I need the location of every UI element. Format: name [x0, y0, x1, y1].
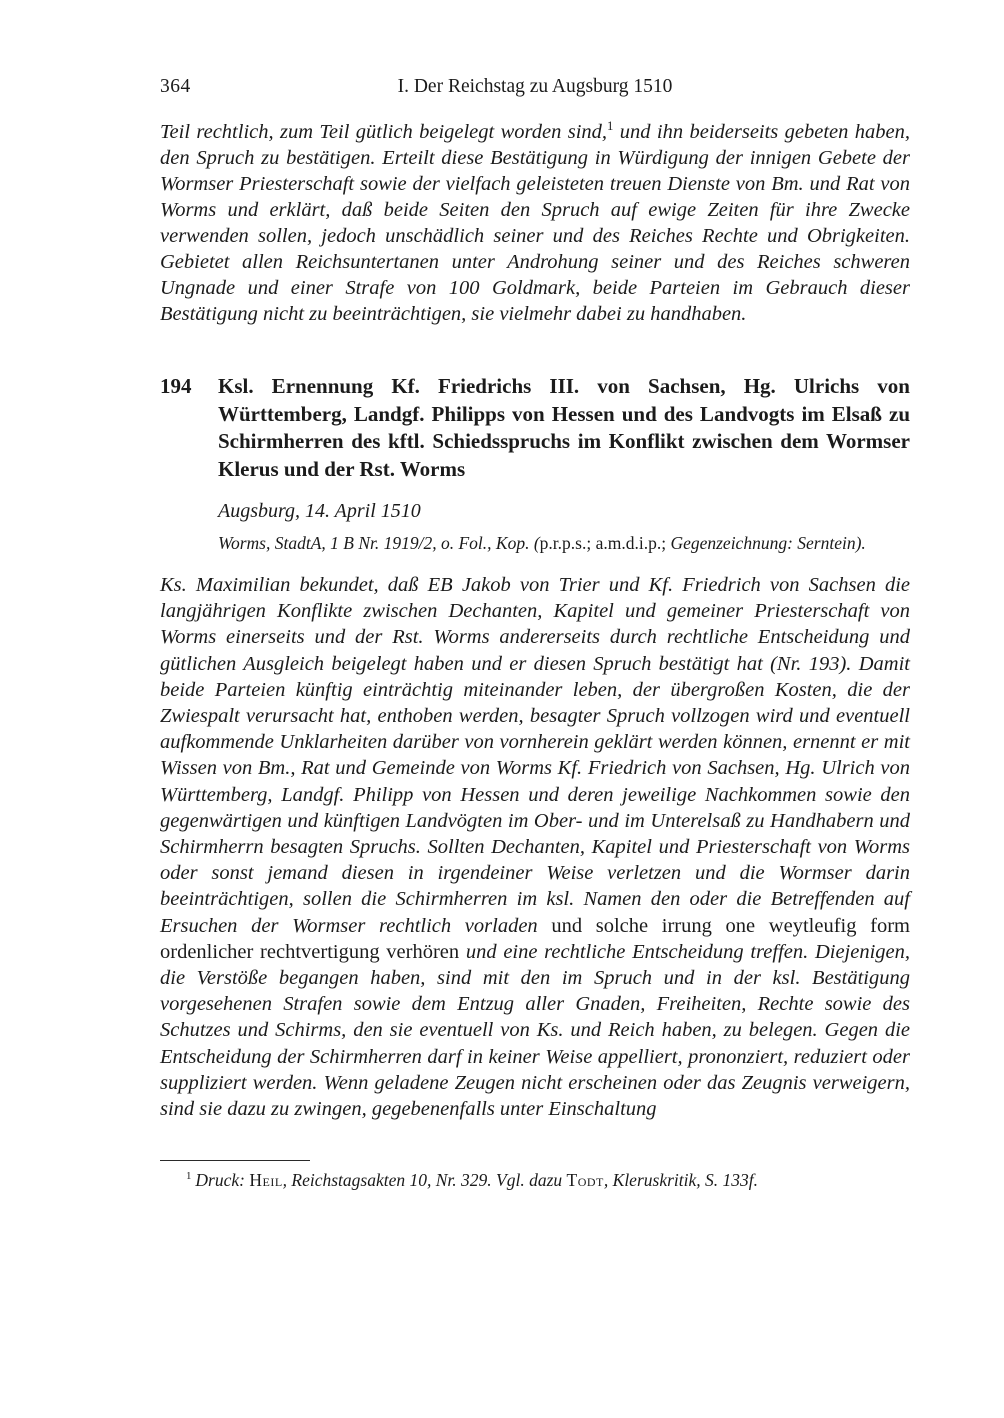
source-segment-2: p.r.p.s.; a.m.d.i.p.; [539, 533, 671, 553]
entry-body-paragraph [160, 572, 910, 1122]
page-number: 364 [160, 76, 191, 97]
intro-paragraph [160, 119, 910, 327]
intro-segment-1: Teil rechtlich, zum Teil gütlich beigelegt worden sind, [160, 121, 608, 143]
footnote-marker: 1 [186, 1170, 192, 1183]
source-segment-3: Gegenzeichnung: Serntein). [670, 533, 866, 553]
running-title: I. Der Reichstag zu Augsburg 1510 [397, 76, 673, 97]
footnote-reference-marker: 1 [607, 119, 614, 134]
body-segment-1: Ks. Maximilian bekundet, daß EB Jakob von Trier und Kf. Friedrich von Sachsen die langjährigen Konflikte zwischen Dechanten, Kapitel und gemeiner Priesterschaft von Worms einerseits und der Rst. Worms andererseits durch rechtliche Entscheidung und gütlichen Ausgleich beigelegt haben und er diesen Spruch bestätigt hat (Nr. 193). Damit beide Parteien künftig einträchtig miteinander leben, der übergroßen Kosten, die der Zwiespalt verursacht hat, enthoben werden, besagter Spruch vollzogen wird und eventuell aufkommende Unklarheiten darüber von vornherein geklärt werden können, ernennt er mit Wissen von Bm., Rat und Gemeinde von Worms Kf. Friedrich von Sachsen, Hg. Ulrich von Württemberg, Landgf. Philipp von Hessen und deren jeweilige Nachkommen sowie den gegenwärtigen und künftigen Landvögten im Ober- und im Unterelsaß zu Handhabern und Schirmherrn besagten Spruchs. Sollten Dechanten, Kapitel und Priesterschaft von Worms oder sonst jemand diesen in irgendeiner Weise verletzen und die Wormser darin beeinträchtigen, sollen die Schirmherren im ksl. Namen den oder die Betreffenden auf Ersuchen der Wormser rechtlich vorladen [160, 574, 910, 937]
footnote-separator-rule [160, 1160, 310, 1161]
footnote-text [160, 1169, 910, 1192]
intro-segment-2: und ihn beiderseits gebeten haben, den Spruch zu bestätigen. Erteilt diese Bestätigung in Würdigung der innigen Gebete der Wormser Priesterschaft sowie der vielfach geleisteten treuen Dienste von Bm. und Rat von Worms und erklärt, daß beide Seiten den Spruch auf ewige Zeiten für ihre Zwecke verwenden sollen, jedoch unschädlich seiner und des Reiches Rechte und Obrigkeiten. Gebietet allen Reichsuntertanen unter Androhung seiner und des Reiches schweren Ungnade und einer Strafe von 100 Goldmark, beide Parteien im Gebrauch dieser Bestätigung nicht zu beeinträchtigen, sie vielmehr dabei zu handhaben. [160, 121, 911, 325]
footnote-segment-3: , Reichstagsakten 10, Nr. 329. Vgl. dazu [282, 1170, 567, 1191]
footnote-block [160, 1160, 910, 1192]
body-segment-3: und eine rechtliche Entscheidung treffen. Diejenigen, die Verstöße begangen haben, sind mit den im Spruch und in der ksl. Bestätigung vorgesehenen Strafen sowie dem Entzug aller Gnaden, Freiheiten, Rechte sowie des Schutzes und Schirms, den sie eventuell von Ks. und Reich haben, zu belegen. Gegen die Entscheidung der Schirmherren darf in keiner Weise appelliert, prononziert, reduziert oder suppliziert werden. Wenn geladene Zeugen nicht erscheinen oder das Zeugnis verweigern, sind sie dazu zu zwingen, gegebenenfalls unter Einschaltung [160, 940, 911, 1121]
entry-number: 194 [160, 374, 192, 398]
footnote-segment-2: Heil [249, 1170, 283, 1191]
source-segment-1: Worms, StadtA, 1 B Nr. 1919/2, o. Fol., Kop. ( [218, 533, 540, 553]
footnote-segment-5: , Kleruskritik, S. 133f. [603, 1170, 758, 1191]
footnote-segment-1: Druck: [195, 1170, 250, 1191]
footnote-segment-4: Todt [566, 1170, 604, 1191]
entry-title: Ksl. Ernennung Kf. Friedrichs III. von Sachsen, Hg. Ulrichs von Württemberg, Landgf. Philipps von Hessen und des Landvogts im Elsaß zu Schirmherren des kftl. Schiedsspruchs im Konflikt zwischen dem Wormser Klerus und der Rst. Worms [218, 374, 910, 481]
entry-source-line [218, 532, 910, 555]
page-header [160, 76, 910, 98]
entry-heading-block [160, 373, 910, 483]
entry-date-line: Augsburg, 14. April 1510 [218, 500, 421, 522]
body-segment-2: und solche irrung one weytleufig form ordenlicher rechtvertigung verhören [160, 914, 910, 963]
